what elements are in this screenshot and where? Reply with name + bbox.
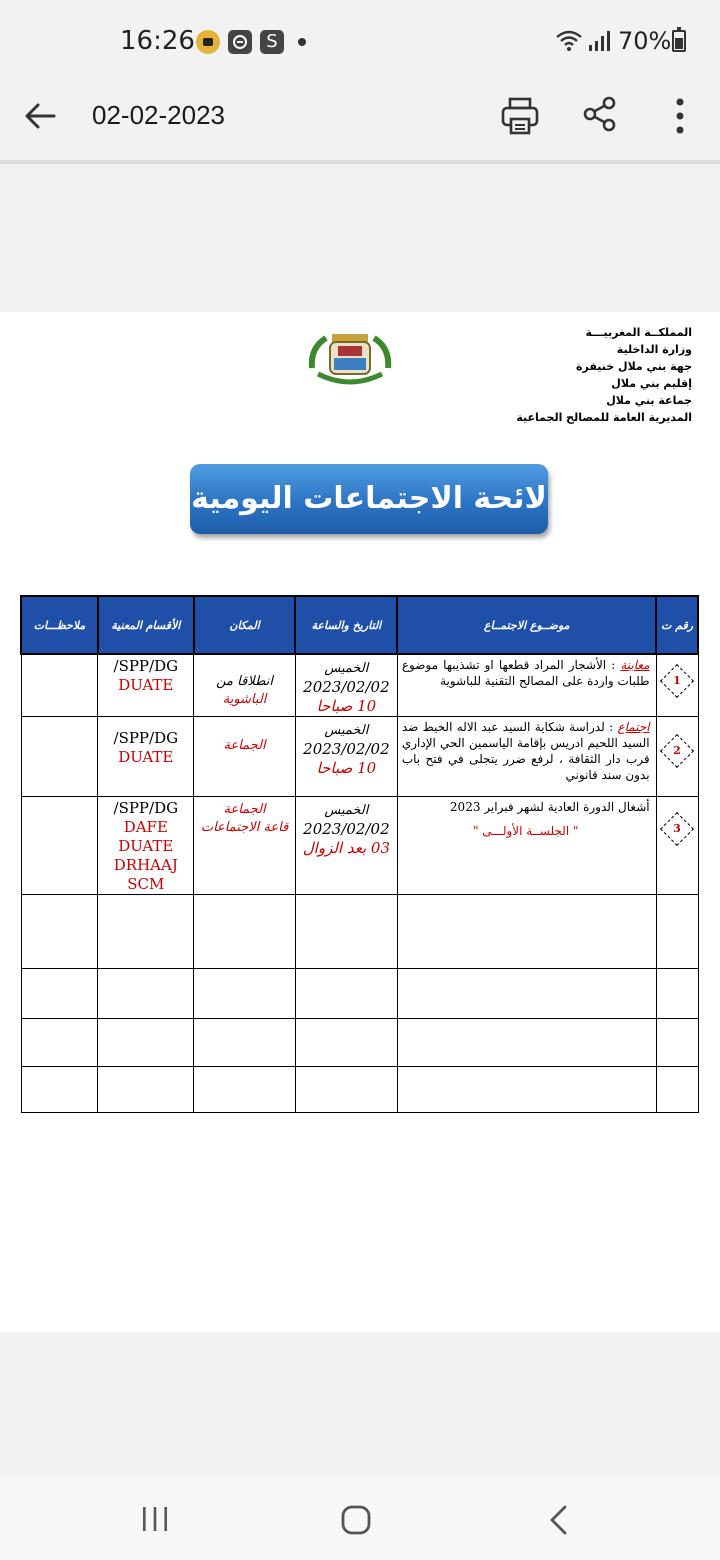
subject-cell bbox=[397, 654, 656, 717]
notes-cell bbox=[21, 654, 98, 717]
status-bar bbox=[0, 0, 720, 66]
departments-cell bbox=[98, 654, 194, 717]
header-line: المملكــة المغربيـــة bbox=[585, 326, 692, 339]
header-subject: موضــوع الاجتمــاع bbox=[397, 596, 656, 654]
department-code: SPP/DG/ bbox=[113, 799, 179, 817]
department-code: SPP/DG/ bbox=[113, 657, 179, 675]
empty-table-row bbox=[21, 969, 698, 1019]
header-line: وزارة الداخلية bbox=[616, 343, 692, 356]
department-code: SCM bbox=[127, 875, 165, 893]
recent-apps-icon[interactable] bbox=[140, 1506, 170, 1532]
department-code: DUATE bbox=[118, 676, 174, 694]
notification-yellow-icon bbox=[196, 30, 220, 54]
place-cell bbox=[194, 717, 296, 797]
more-vert-icon[interactable] bbox=[666, 94, 694, 138]
place-cell bbox=[194, 797, 296, 895]
department-code: SPP/DG/ bbox=[113, 729, 179, 747]
municipal-crest-logo bbox=[304, 328, 396, 390]
signal-icon bbox=[588, 30, 610, 52]
header-place: المكان bbox=[194, 596, 296, 654]
departments-cell bbox=[98, 797, 194, 895]
wifi-icon bbox=[556, 30, 582, 52]
meeting-time: 03 بعد الزوال bbox=[302, 839, 391, 857]
header-departments: الأقسام المعنية bbox=[98, 596, 194, 654]
back-arrow-icon[interactable] bbox=[20, 96, 60, 136]
datetime-cell bbox=[295, 654, 397, 717]
header-line: إقليم بني ملال bbox=[611, 377, 692, 390]
meeting-date: 2023/02/02 bbox=[303, 820, 390, 838]
place-line: قاعة الاجتماعات bbox=[200, 820, 289, 835]
home-icon[interactable] bbox=[340, 1504, 372, 1536]
header-num: رقم ت bbox=[656, 596, 698, 654]
header-datetime: التاريخ والساعة bbox=[295, 596, 397, 654]
battery-icon bbox=[672, 30, 686, 52]
meeting-day: الخميس bbox=[324, 723, 369, 738]
row-number: 2 bbox=[673, 744, 681, 757]
header-line: المديرية العامة للمصالح الجماعية bbox=[516, 411, 692, 424]
meetings-table bbox=[20, 595, 699, 1113]
header-notes: ملاحظـــات bbox=[21, 596, 98, 654]
meeting-time: 10 صباحا bbox=[316, 697, 377, 715]
row-number-diamond bbox=[660, 812, 694, 846]
empty-table-row bbox=[21, 1019, 698, 1067]
table-row bbox=[21, 717, 698, 797]
meeting-time: 10 صباحا bbox=[316, 759, 377, 777]
place-line: الجماعة bbox=[223, 738, 266, 753]
place-cell bbox=[194, 654, 296, 717]
administrative-header bbox=[516, 324, 692, 426]
s-app-icon: S bbox=[260, 30, 284, 54]
meeting-date: 2023/02/02 bbox=[303, 678, 390, 696]
row-number-cell bbox=[656, 654, 698, 717]
row-number-diamond bbox=[660, 664, 694, 698]
row-number-cell bbox=[656, 797, 698, 895]
app-bar bbox=[0, 66, 720, 164]
row-number-diamond bbox=[660, 734, 694, 768]
battery-percentage: 70% bbox=[618, 27, 672, 55]
subject-keyword: معاينة bbox=[620, 658, 650, 672]
place-line: انطلاقا من bbox=[216, 674, 273, 689]
money-app-icon bbox=[228, 30, 252, 54]
department-code: DUATE bbox=[118, 748, 174, 766]
subject-subtitle: " الجلســة الأولـــى " bbox=[472, 824, 579, 838]
subject-text: أشغال الدورة العادية لشهر فبراير 2023 bbox=[449, 800, 650, 814]
notes-cell bbox=[21, 797, 98, 895]
print-icon[interactable] bbox=[498, 94, 542, 138]
notes-cell bbox=[21, 717, 98, 797]
table-row bbox=[21, 654, 698, 717]
place-line: الباشوية bbox=[222, 692, 267, 707]
datetime-cell bbox=[295, 717, 397, 797]
header-line: جماعة بني ملال bbox=[606, 394, 692, 407]
header-line: جهة بني ملال خنيفرة bbox=[576, 360, 692, 373]
subject-cell bbox=[397, 717, 656, 797]
share-icon[interactable] bbox=[580, 94, 620, 134]
empty-table-row bbox=[21, 1067, 698, 1113]
department-code: DRHAAJ bbox=[113, 856, 178, 874]
system-nav-bar bbox=[0, 1478, 720, 1560]
document-page bbox=[0, 312, 720, 1332]
meeting-day: الخميس bbox=[324, 803, 369, 818]
table-row bbox=[21, 797, 698, 895]
empty-table-row bbox=[21, 895, 698, 969]
subject-cell bbox=[397, 797, 656, 895]
place-line: الجماعة bbox=[223, 802, 266, 817]
meeting-day: الخميس bbox=[324, 661, 369, 676]
row-number: 1 bbox=[673, 674, 681, 687]
datetime-cell bbox=[295, 797, 397, 895]
row-number-cell bbox=[656, 717, 698, 797]
department-code: DUATE bbox=[118, 837, 174, 855]
row-number: 3 bbox=[673, 822, 681, 835]
meeting-date: 2023/02/02 bbox=[303, 740, 390, 758]
table-header-row bbox=[21, 596, 698, 654]
subject-text: : الأشجار المراد قطعها او تشذيبها موضوع طلبات واردة على المصالح التقنية للباشوية bbox=[401, 658, 650, 688]
nav-back-icon[interactable] bbox=[546, 1504, 572, 1536]
subject-text: : لدراسة شكاية السيد عبد الاله الخيط ضد السيد اللحيم ادريس بإقامة الياسمين الحي الإداري قرب دار الثقافة ، لرفع ضرر يتجلى في فتح باب بدون سند قانوني bbox=[401, 720, 650, 782]
status-time: 16:26 bbox=[120, 26, 195, 56]
subject-keyword: اجتماع bbox=[617, 720, 650, 734]
departments-cell bbox=[98, 717, 194, 797]
document-title-banner: لائحة الاجتماعات اليومية bbox=[190, 464, 548, 534]
department-code: DAFE bbox=[123, 818, 168, 836]
dot-icon bbox=[298, 38, 306, 46]
page-title: 02-02-2023 bbox=[92, 100, 225, 130]
